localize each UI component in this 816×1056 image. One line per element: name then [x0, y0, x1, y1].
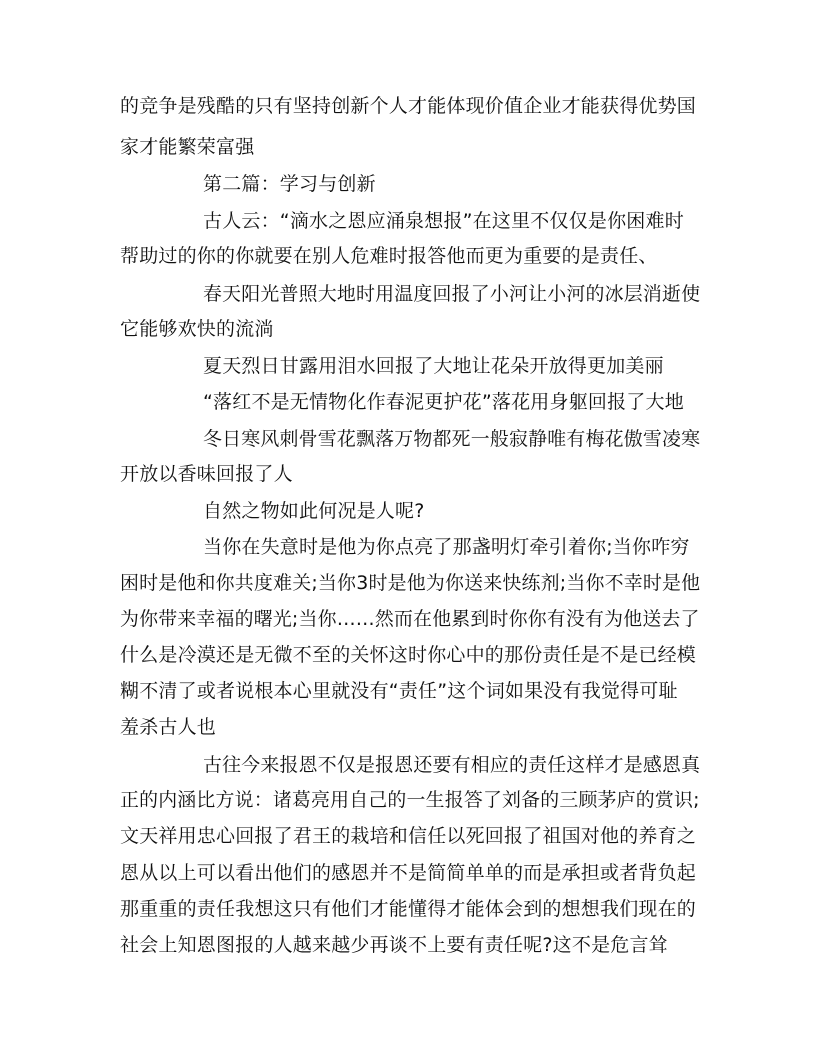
section-heading: 第二篇：学习与创新 — [203, 173, 376, 195]
text-line: 它能够欢快的流淌 — [120, 318, 274, 340]
text-line: 古人云：“滴水之恩应涌泉想报”在这里不仅仅是你困难时 — [203, 210, 684, 232]
text-line: 什么是冷漠还是无微不至的关怀这时你心中的那份责任是不是已经模 — [120, 644, 697, 666]
text-line: 那重重的责任我想这只有他们才能懂得才能体会到的想想我们现在的 — [120, 898, 697, 920]
text-line: 春天阳光普照大地时用温度回报了小河让小河的冰层消逝使 — [203, 283, 701, 305]
text-line: “落红不是无情物化作春泥更护花”落花用身躯回报了大地 — [203, 391, 684, 413]
text-line: 古往今来报恩不仅是报恩还要有相应的责任这样才是感恩真 — [203, 754, 701, 776]
text-line: 羞杀古人也 — [120, 716, 217, 738]
text-line: 的竞争是残酷的只有坚持创新个人才能体现价值企业才能获得优势国 — [120, 95, 697, 117]
text-line: 正的内涵比方说：诸葛亮用自己的一生报答了刘备的三顾茅庐的赏识; — [120, 789, 700, 811]
text-line: 冬日寒风刺骨雪花飘落万物都死一般寂静唯有梅花傲雪凌寒 — [203, 428, 701, 450]
text-line: 文天祥用忠心回报了君王的栽培和信任以死回报了祖国对他的养育之 — [120, 825, 697, 847]
text-line: 糊不清了或者说根本心里就没有“责任”这个词如果没有我觉得可耻 — [120, 680, 678, 702]
text-line: 家才能繁荣富强 — [120, 136, 255, 158]
text-line: 为你带来幸福的曙光;当你……然而在他累到时你你有没有为他送去了 — [120, 608, 700, 630]
text-line: 困时是他和你共度难关;当你3时是他为你送来快练剂;当你不幸时是他 — [120, 572, 701, 594]
text-line: 帮助过的你的你就要在别人危难时报答他而更为重要的是责任、 — [120, 245, 658, 267]
text-line: 当你在失意时是他为你点亮了那盏明灯牵引着你;当你咋穷 — [203, 536, 690, 558]
text-line: 自然之物如此何况是人呢? — [203, 500, 425, 522]
text-line: 夏天烈日甘露用泪水回报了大地让花朵开放得更加美丽 — [203, 355, 664, 377]
text-line: 恩从以上可以看出他们的感恩并不是简简单单的而是承担或者背负起 — [120, 862, 697, 884]
text-line: 社会上知恩图报的人越来越少再谈不上要有责任呢?这不是危言耸 — [120, 934, 668, 956]
text-line: 开放以香味回报了人 — [120, 463, 293, 485]
